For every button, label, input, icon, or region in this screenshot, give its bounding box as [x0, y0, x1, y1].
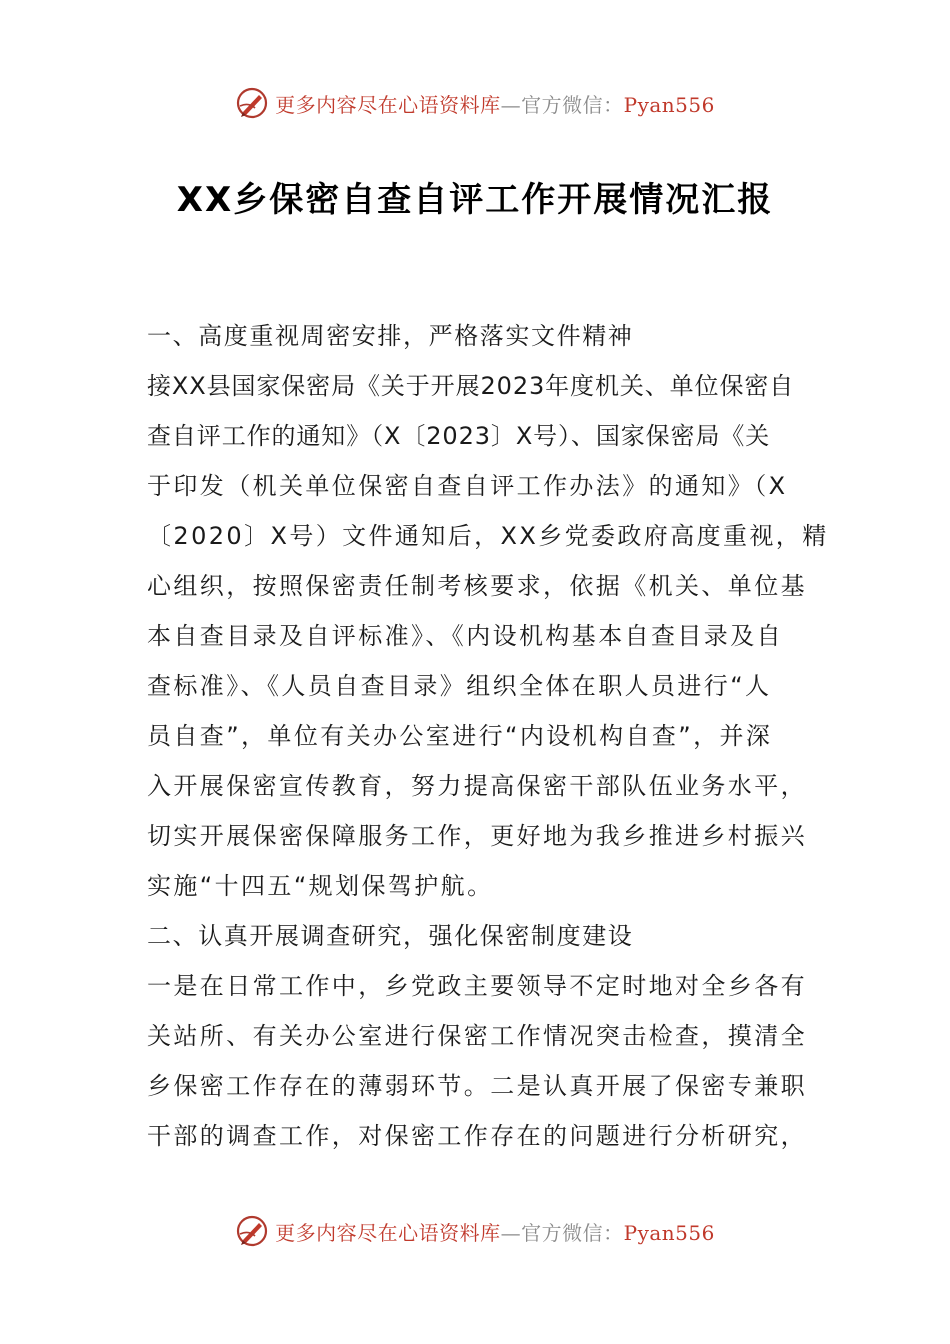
watermark-brand: 更多内容尽在心语资料库	[275, 92, 501, 117]
paragraph-line: 入开展保密宣传教育，努力提高保密干部队伍业务水平，	[147, 772, 807, 800]
watermark-separator: —	[500, 92, 522, 117]
footer-watermark	[0, 1211, 950, 1251]
paragraph-line: 本自查目录及自评标准》、《内设机构基本自查目录及自	[147, 622, 783, 650]
watermark-text	[275, 1217, 715, 1246]
section-heading-1: 一、高度重视周密安排，严格落实文件精神	[147, 322, 634, 350]
paragraph-line: 一是在日常工作中，乡党政主要领导不定时地对全乡各有	[147, 972, 807, 1000]
paragraph-line: 切实开展保密保障服务工作，更好地为我乡推进乡村振兴	[147, 822, 807, 850]
document-body	[147, 311, 829, 1161]
pen-circle-icon	[235, 86, 269, 120]
paragraph-line: 乡保密工作存在的薄弱环节。二是认真开展了保密专兼职	[147, 1072, 807, 1100]
paragraph-line: 查标准》、《人员自查目录》组织全体在职人员进行“人	[147, 672, 772, 700]
watermark-wechat-id: Pyan556	[623, 92, 715, 117]
paragraph-line: 关站所、有关办公室进行保密工作情况突击检查，摸清全	[147, 1022, 807, 1050]
paragraph-line: 查自评工作的通知》（X〔2023〕X号）、国家保密局《关	[147, 422, 771, 450]
paragraph-line: 〔2020〕X号）文件通知后，XX乡党委政府高度重视，精	[147, 522, 829, 550]
paragraph-line: 实施“十四五“规划保驾护航。	[147, 872, 494, 900]
watermark-separator: —	[500, 1220, 522, 1245]
paragraph-line: 心组织，按照保密责任制考核要求，依据《机关、单位基	[147, 572, 807, 600]
watermark-text	[275, 89, 715, 118]
section-heading-2: 二、认真开展调查研究，强化保密制度建设	[147, 922, 634, 950]
pen-circle-icon	[235, 1214, 269, 1248]
header-watermark	[0, 83, 950, 123]
paragraph-line: 干部的调查工作，对保密工作存在的问题进行分析研究，	[147, 1122, 807, 1150]
watermark-official-label: 官方微信：	[521, 1220, 624, 1245]
watermark-wechat-id: Pyan556	[623, 1220, 715, 1245]
paragraph-line: 员自查”，单位有关办公室进行“内设机构自查”，并深	[147, 722, 773, 750]
paragraph-line: 于印发（机关单位保密自查自评工作办法》的通知》（X	[147, 472, 788, 500]
paragraph-line: 接XX县国家保密局《关于开展2023年度机关、单位保密自	[147, 372, 795, 400]
watermark-official-label: 官方微信：	[521, 92, 624, 117]
watermark-brand: 更多内容尽在心语资料库	[275, 1220, 501, 1245]
document-title: XX乡保密自查自评工作开展情况汇报	[176, 180, 774, 220]
